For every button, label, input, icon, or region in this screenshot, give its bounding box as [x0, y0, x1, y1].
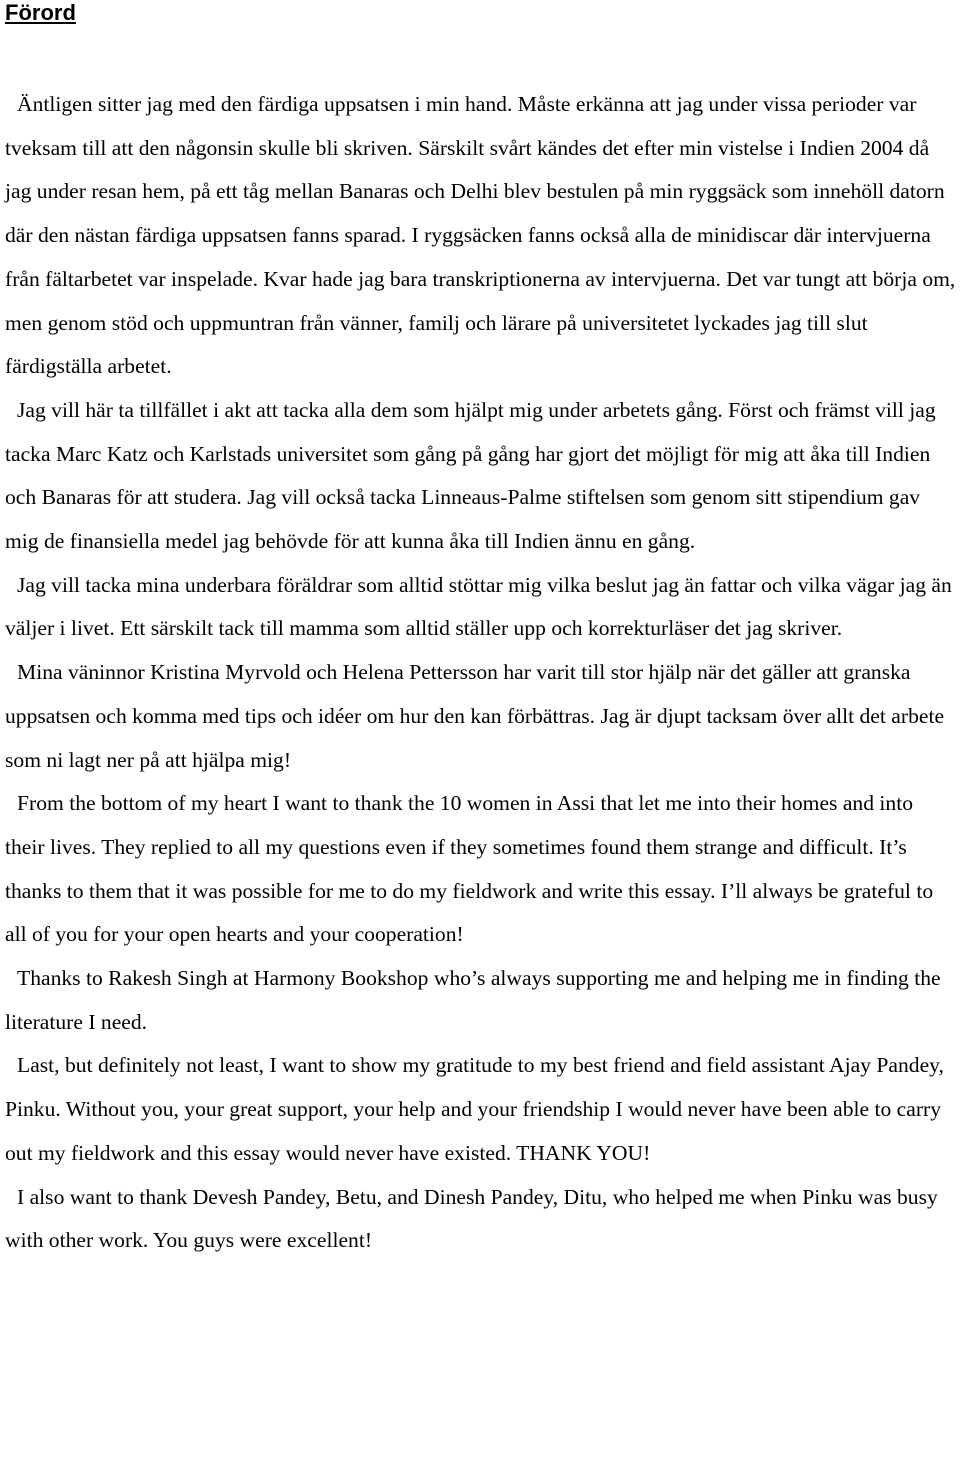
paragraph-thanks-parents: Jag vill tacka mina underbara föräldrar som alltid stöttar mig vilka beslut jag än fattar och vilka vägar jag än väljer i livet. Ett särskilt tack till mamma som alltid ställer upp och korrekturläser det jag skriver. — [5, 572, 952, 641]
paragraph-intro: Äntligen sitter jag med den färdiga uppsatsen i min hand. Måste erkänna att jag under vissa perioder var tveksam till att den någonsin skulle bli skriven. Särskilt svårt kändes det efter min vistelse i Indien 2004 då jag under resan hem, på ett tåg mellan Banaras och Delhi blev bestulen på min ryggsäck som innehöll datorn där den nästan färdiga uppsatsen fanns sparad. I ryggsäcken fanns också alla de minidiscar där intervjuerna från fältarbetet var inspelade. Kvar hade jag bara transkriptionerna av intervjuerna. Det var tungt att börja om, men genom stöd och uppmuntran från vänner, familj och lärare på universitetet lyckades jag till slut färdigställa arbetet. — [5, 92, 956, 379]
document-body — [5, 83, 957, 1263]
paragraph-thanks-friends: Mina väninnor Kristina Myrvold och Helena Pettersson har varit till stor hjälp när det gäller att granska uppsatsen och komma med tips och idéer om hur den kan förbättras. Jag är djupt tacksam över allt det arbete som ni lagt ner på att hjälpa mig! — [5, 660, 945, 772]
paragraph-thanks-women: From the bottom of my heart I want to thank the 10 women in Assi that let me into their homes and into their lives. They replied to all my questions even if they sometimes found them strange and difficult. It’s thanks to them that it was possible for me to do my fieldwork and write this essay. I’ll always be grateful to all of you for your open hearts and your cooperation! — [5, 791, 934, 947]
paragraph-thanks-university: Jag vill här ta tillfället i akt att tacka alla dem som hjälpt mig under arbetets gång. Först och främst vill jag tacka Marc Katz och Karlstads universitet som gång på gång har gjort det möjligt för mig att åka till Indien och Banaras för att studera. Jag vill också tacka Linneaus-Palme stiftelsen som genom sitt stipendium gav mig de finansiella medel jag behövde för att kunna åka till Indien ännu en gång. — [5, 397, 936, 554]
paragraph-thanks-assistant: Last, but definitely not least, I want to show my gratitude to my best friend and field assistant Ajay Pandey, Pinku. Without you, your great support, your help and your friendship I would never have been able to carry out my fieldwork and this essay would never have existed. THANK YOU! — [5, 1053, 944, 1165]
document-page — [5, 0, 957, 1263]
paragraph-thanks-others: I also want to thank Devesh Pandey, Betu, and Dinesh Pandey, Ditu, who helped me when Pinku was busy with other work. You guys were excellent! — [5, 1184, 938, 1253]
paragraph-thanks-bookshop: Thanks to Rakesh Singh at Harmony Bookshop who’s always supporting me and helping me in finding the literature I need. — [5, 966, 941, 1034]
page-title: Förord — [5, 0, 76, 25]
